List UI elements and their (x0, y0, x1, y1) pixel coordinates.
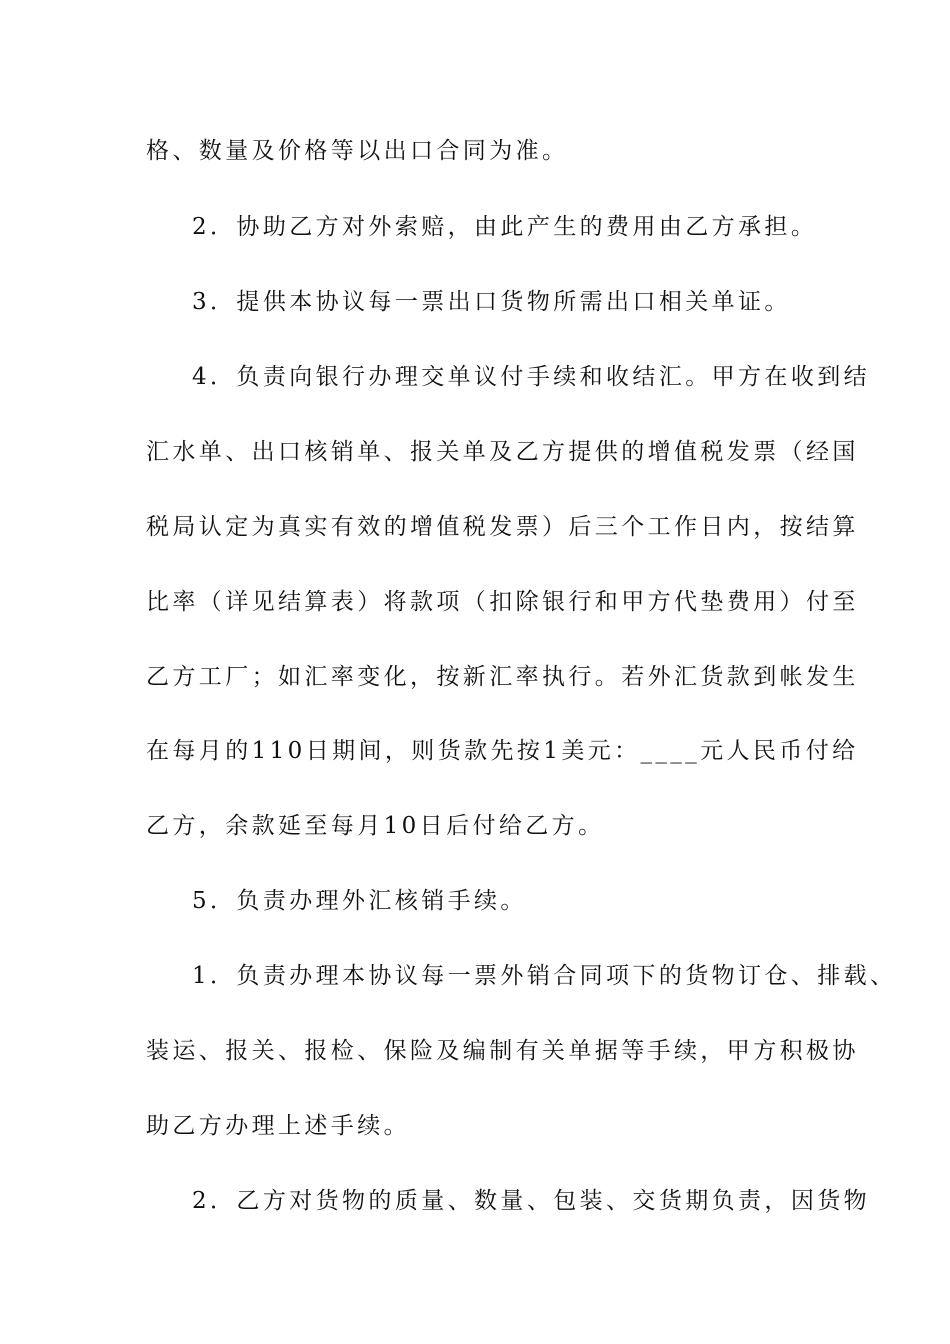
text-line-4: 4．负责向银行办理交单议付手续和收结汇。甲方在收到结 (192, 364, 871, 390)
text-line-6: 税局认定为真实有效的增值税发票）后三个工作日内，按结算 (146, 514, 859, 540)
text-line-2: 2．协助乙方对外索赔，由此产生的费用由乙方承担。 (192, 214, 818, 240)
text-line-10: 乙方，余款延至每月10日后付给乙方。 (146, 813, 605, 839)
text-line-5: 汇水单、出口核销单、报关单及乙方提供的增值税发票（经国 (146, 439, 859, 465)
text-line-7: 比率（详见结算表）将款项（扣除银行和甲方代垫费用）付至 (146, 589, 859, 615)
text-line-9: 在每月的110日期间，则货款先按1美元：____元人民币付给 (146, 738, 859, 764)
text-line-1: 格、数量及价格等以出口合同为准。 (146, 138, 569, 164)
text-line-14: 助乙方办理上述手续。 (146, 1113, 410, 1139)
text-line-11: 5．负责办理外汇核销手续。 (192, 888, 527, 914)
text-line-13: 装运、报关、报检、保险及编制有关单据等手续，甲方积极协 (146, 1038, 859, 1064)
text-line-12: 1．负责办理本协议每一票外销合同项下的货物订仓、排载、 (192, 963, 897, 989)
text-line-8: 乙方工厂；如汇率变化，按新汇率执行。若外汇货款到帐发生 (146, 664, 859, 690)
text-line-3: 3．提供本协议每一票出口货物所需出口相关单证。 (192, 289, 791, 315)
text-line-15: 2．乙方对货物的质量、数量、包装、交货期负责，因货物 (192, 1188, 871, 1214)
